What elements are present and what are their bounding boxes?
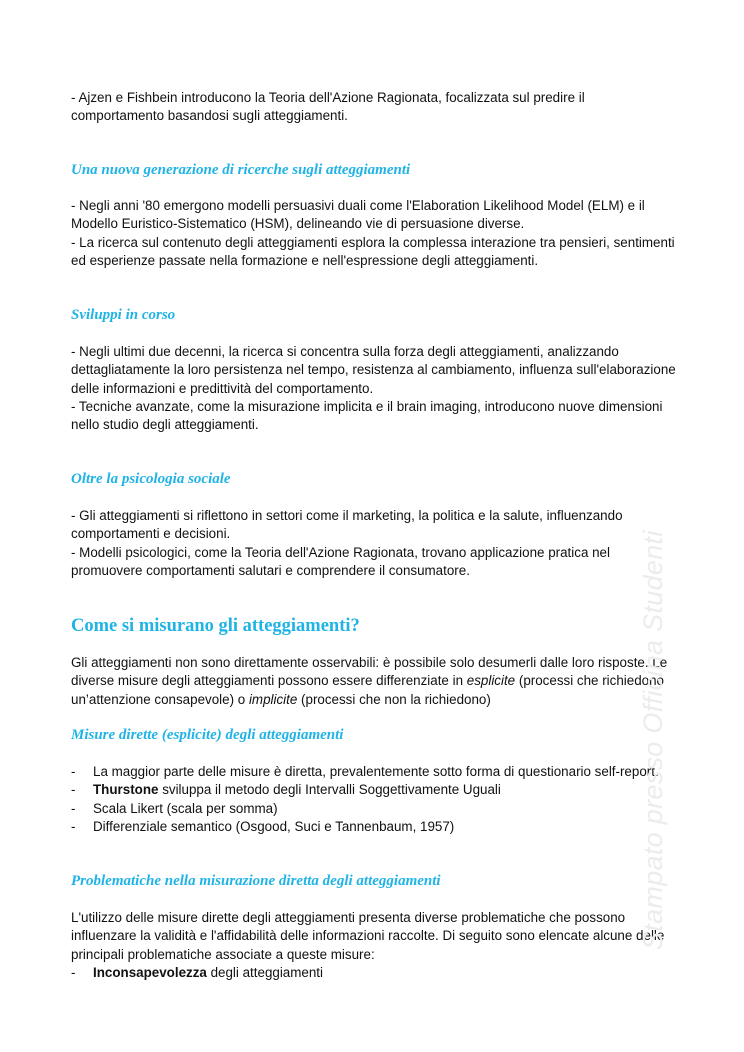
subheading-direct-measures: Misure dirette (esplicite) degli atteggiamenti — [71, 727, 344, 743]
implicit-term: implicite — [248, 691, 298, 707]
list-item — [71, 800, 676, 818]
list-item — [71, 763, 676, 781]
list-dash: - — [71, 819, 76, 835]
list-item — [71, 781, 676, 799]
subheading-problems: Problematiche nella misurazione diretta degli atteggiamenti — [71, 873, 441, 889]
section3-paragraph-2: - Modelli psicologici, come la Teoria dell'Azione Ragionata, trovano applicazione pratica nel promuovere comportamenti salutari e comprendere il consumatore. — [71, 545, 610, 579]
main-text-3: (processi che non la richiedono) — [297, 691, 491, 707]
list-item-text: Scala Likert (scala per somma) — [93, 800, 278, 816]
list-item-text: sviluppa il metodo degli Intervalli Soggettivamente Uguali — [158, 782, 501, 798]
list-item-text: La maggior parte delle misure è diretta, prevalentemente sotto forma di questionario self-report. — [93, 764, 659, 779]
main-paragraph — [71, 654, 676, 709]
list-dash: - — [71, 764, 76, 779]
section-heading-beyond-social-psychology: Oltre la psicologia sociale — [71, 471, 231, 487]
list-dash: - — [71, 782, 76, 798]
problems-paragraph: L'utilizzo delle misure dirette degli atteggiamenti presenta diverse problematiche che possono influenzare la validità e l'affidabilità delle informazioni raccolte. Di seguito sono elencate alcune delle principali problematiche associate a queste misure: — [71, 910, 665, 962]
list-item-bold: Thurstone — [93, 782, 159, 798]
problems-list — [71, 964, 676, 982]
main-text-1: Gli atteggiamenti non sono direttamente osservabili: è possibile solo desumerli dalle loro risposte. Le diverse misure degli atteggiamenti possono essere differenziate in — [71, 655, 668, 689]
section1-paragraph-2: - La ricerca sul contenuto degli atteggiamenti esplora la complessa interazione tra pensieri, sentimenti ed esperienze passate nella formazione e nell'espressione degli atteggiamenti. — [71, 235, 675, 269]
section2-paragraph-2: - Tecniche avanzate, come la misurazione implicita e il brain imaging, introducono nuove dimensioni nello studio degli atteggiamenti. — [71, 399, 663, 433]
list-item-text: degli atteggiamenti — [206, 965, 324, 980]
direct-measures-list — [71, 763, 676, 837]
section-heading-developments: Sviluppi in corso — [71, 307, 176, 323]
list-item — [71, 964, 676, 982]
main-heading: Come si misurano gli atteggiamenti? — [71, 616, 360, 636]
section1-paragraph-1: - Negli anni '80 emergono modelli persuasivi duali come l'Elaboration Likelihood Model (ELM) e il Modello Euristico-Sistematico (HSM), delineando vie di persuasione diverse. — [71, 198, 645, 232]
list-item-bold: Inconsapevolezza — [93, 965, 207, 980]
section3-paragraph-1: - Gli atteggiamenti si riflettono in settori come il marketing, la politica e la salute, influenzando comportamenti e decisioni. — [71, 508, 623, 542]
section2-paragraph-1: - Negli ultimi due decenni, la ricerca si concentra sulla forza degli atteggiamenti, analizzando dettagliatamente la loro persistenza nel tempo, resistenza al cambiamento, influenza sull'elaborazione delle informazioni e predittività del comportamento. — [71, 344, 676, 396]
watermark: Stampato presso Officina Studenti — [638, 530, 668, 950]
explicit-term: esplicite — [466, 673, 516, 689]
main-text-2: (processi che richiedono un’attenzione consapevole) o — [71, 673, 665, 707]
section-heading-new-generation: Una nuova generazione di ricerche sugli atteggiamenti — [71, 162, 411, 178]
list-item — [71, 818, 676, 836]
list-dash: - — [71, 800, 76, 816]
intro-paragraph: - Ajzen e Fishbein introducono la Teoria dell'Azione Ragionata, focalizzata sul predire il comportamento basandosi sugli atteggiamenti. — [71, 90, 585, 124]
list-item-text: Differenziale semantico (Osgood, Suci e Tannenbaum, 1957) — [93, 819, 455, 835]
list-dash: - — [71, 965, 76, 980]
